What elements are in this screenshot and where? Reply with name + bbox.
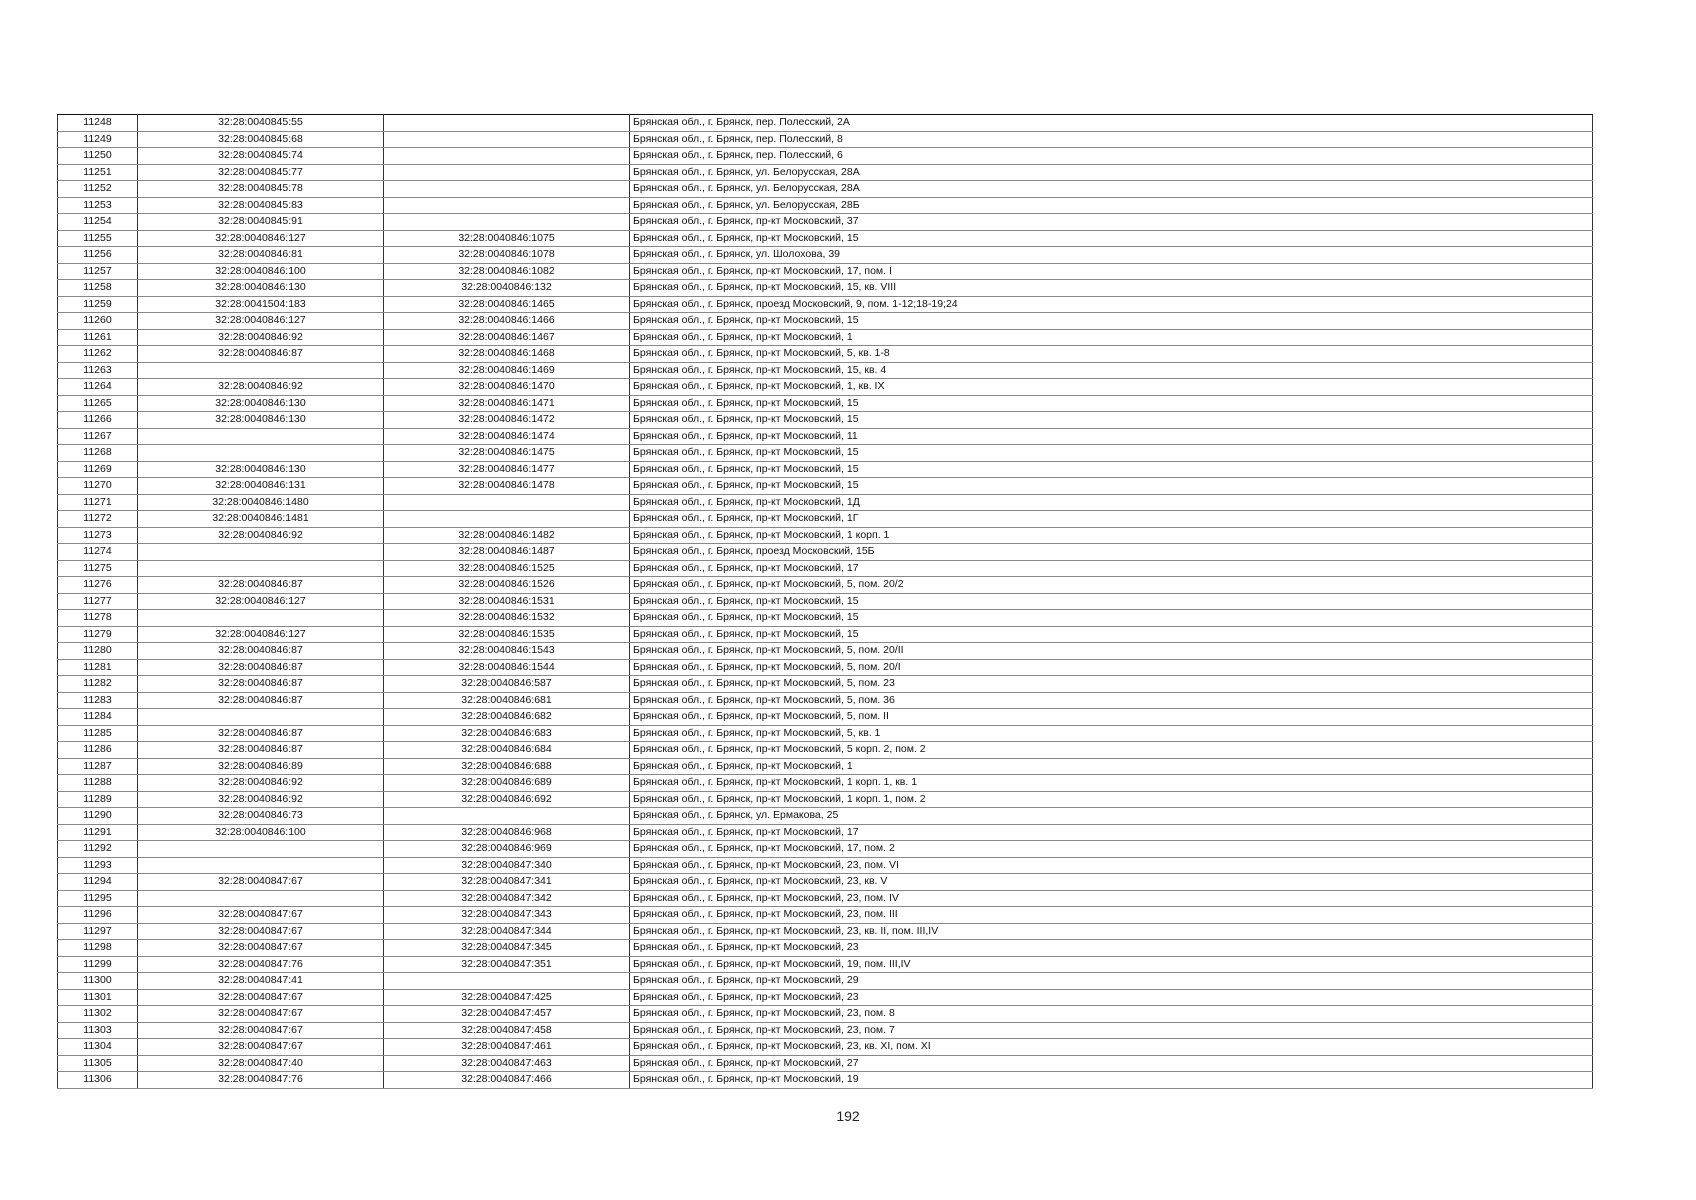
related-cadastral-number-cell: 32:28:0040846:1468 xyxy=(384,346,630,363)
related-cadastral-number-cell: 32:28:0040846:1078 xyxy=(384,247,630,264)
row-number-cell: 11289 xyxy=(58,791,138,808)
cadastral-number-cell: 32:28:0040845:78 xyxy=(138,181,384,198)
cadastral-number-cell: 32:28:0040847:67 xyxy=(138,940,384,957)
cadastral-number-cell: 32:28:0040847:67 xyxy=(138,1006,384,1023)
cadastral-number-cell xyxy=(138,890,384,907)
related-cadastral-number-cell: 32:28:0040846:689 xyxy=(384,775,630,792)
related-cadastral-number-cell: 32:28:0040846:1475 xyxy=(384,445,630,462)
address-cell: Брянская обл., г. Брянск, ул. Белорусская, 28Б xyxy=(630,197,1593,214)
row-number-cell: 11282 xyxy=(58,676,138,693)
cadastral-number-cell: 32:28:0040846:100 xyxy=(138,263,384,280)
table-row xyxy=(58,197,1593,214)
row-number-cell: 11277 xyxy=(58,593,138,610)
cadastral-number-cell: 32:28:0040845:55 xyxy=(138,115,384,132)
cadastral-number-cell: 32:28:0040847:40 xyxy=(138,1055,384,1072)
address-cell: Брянская обл., г. Брянск, пр-кт Московский, 15, кв. VIII xyxy=(630,280,1593,297)
cadastral-number-cell: 32:28:0040845:68 xyxy=(138,131,384,148)
related-cadastral-number-cell: 32:28:0040847:341 xyxy=(384,874,630,891)
row-number-cell: 11252 xyxy=(58,181,138,198)
cadastral-number-cell: 32:28:0040847:67 xyxy=(138,1039,384,1056)
address-cell: Брянская обл., г. Брянск, пр-кт Московский, 15 xyxy=(630,461,1593,478)
address-cell: Брянская обл., г. Брянск, пр-кт Московский, 19, пом. III,IV xyxy=(630,956,1593,973)
row-number-cell: 11280 xyxy=(58,643,138,660)
row-number-cell: 11295 xyxy=(58,890,138,907)
related-cadastral-number-cell: 32:28:0040846:1543 xyxy=(384,643,630,660)
row-number-cell: 11258 xyxy=(58,280,138,297)
address-cell: Брянская обл., г. Брянск, пр-кт Московский, 5, пом. 36 xyxy=(630,692,1593,709)
cadastral-number-cell: 32:28:0040847:67 xyxy=(138,874,384,891)
cadastral-number-cell: 32:28:0040846:87 xyxy=(138,577,384,594)
cadastral-number-cell: 32:28:0040847:67 xyxy=(138,923,384,940)
address-cell: Брянская обл., г. Брянск, пр-кт Московский, 5, пом. 20/I xyxy=(630,659,1593,676)
address-cell: Брянская обл., г. Брянск, ул. Ермакова, 25 xyxy=(630,808,1593,825)
cadastral-number-cell: 32:28:0040846:73 xyxy=(138,808,384,825)
table-row xyxy=(58,395,1593,412)
row-number-cell: 11263 xyxy=(58,362,138,379)
cadastral-number-cell: 32:28:0040846:130 xyxy=(138,412,384,429)
row-number-cell: 11270 xyxy=(58,478,138,495)
related-cadastral-number-cell: 32:28:0040846:587 xyxy=(384,676,630,693)
cadastral-number-cell: 32:28:0040846:87 xyxy=(138,643,384,660)
cadastral-number-cell: 32:28:0040846:87 xyxy=(138,676,384,693)
related-cadastral-number-cell: 32:28:0040846:1472 xyxy=(384,412,630,429)
row-number-cell: 11262 xyxy=(58,346,138,363)
address-cell: Брянская обл., г. Брянск, пр-кт Московский, 17, пом. 2 xyxy=(630,841,1593,858)
address-cell: Брянская обл., г. Брянск, пр-кт Московский, 1Г xyxy=(630,511,1593,528)
related-cadastral-number-cell xyxy=(384,808,630,825)
address-cell: Брянская обл., г. Брянск, пр-кт Московский, 17 xyxy=(630,560,1593,577)
related-cadastral-number-cell: 32:28:0040846:1535 xyxy=(384,626,630,643)
address-cell: Брянская обл., г. Брянск, пр-кт Московский, 1 xyxy=(630,758,1593,775)
table-row xyxy=(58,973,1593,990)
row-number-cell: 11297 xyxy=(58,923,138,940)
related-cadastral-number-cell: 32:28:0040846:688 xyxy=(384,758,630,775)
cadastral-number-cell: 32:28:0041504:183 xyxy=(138,296,384,313)
address-cell: Брянская обл., г. Брянск, пр-кт Московский, 15 xyxy=(630,313,1593,330)
row-number-cell: 11259 xyxy=(58,296,138,313)
table-row xyxy=(58,709,1593,726)
table-row xyxy=(58,824,1593,841)
table-row xyxy=(58,692,1593,709)
related-cadastral-number-cell: 32:28:0040847:340 xyxy=(384,857,630,874)
cadastral-number-cell: 32:28:0040845:91 xyxy=(138,214,384,231)
table-row xyxy=(58,527,1593,544)
table-row xyxy=(58,148,1593,165)
table-row xyxy=(58,181,1593,198)
table-row xyxy=(58,461,1593,478)
related-cadastral-number-cell: 32:28:0040846:1482 xyxy=(384,527,630,544)
cadastral-number-cell xyxy=(138,428,384,445)
table-row xyxy=(58,230,1593,247)
related-cadastral-number-cell: 32:28:0040847:458 xyxy=(384,1022,630,1039)
cadastral-number-cell: 32:28:0040846:127 xyxy=(138,313,384,330)
related-cadastral-number-cell xyxy=(384,131,630,148)
address-cell: Брянская обл., г. Брянск, пр-кт Московский, 37 xyxy=(630,214,1593,231)
table-row xyxy=(58,577,1593,594)
address-cell: Брянская обл., г. Брянск, пр-кт Московский, 19 xyxy=(630,1072,1593,1089)
table-row xyxy=(58,428,1593,445)
related-cadastral-number-cell: 32:28:0040847:461 xyxy=(384,1039,630,1056)
row-number-cell: 11256 xyxy=(58,247,138,264)
row-number-cell: 11273 xyxy=(58,527,138,544)
row-number-cell: 11275 xyxy=(58,560,138,577)
row-number-cell: 11287 xyxy=(58,758,138,775)
address-cell: Брянская обл., г. Брянск, пр-кт Московский, 23, кв. V xyxy=(630,874,1593,891)
related-cadastral-number-cell: 32:28:0040846:1469 xyxy=(384,362,630,379)
address-cell: Брянская обл., г. Брянск, пр-кт Московский, 23 xyxy=(630,989,1593,1006)
address-cell: Брянская обл., г. Брянск, проезд Московский, 9, пом. 1-12;18-19;24 xyxy=(630,296,1593,313)
related-cadastral-number-cell: 32:28:0040846:968 xyxy=(384,824,630,841)
related-cadastral-number-cell xyxy=(384,148,630,165)
related-cadastral-number-cell xyxy=(384,973,630,990)
related-cadastral-number-cell: 32:28:0040846:1474 xyxy=(384,428,630,445)
row-number-cell: 11298 xyxy=(58,940,138,957)
cadastral-number-cell: 32:28:0040846:127 xyxy=(138,230,384,247)
row-number-cell: 11265 xyxy=(58,395,138,412)
row-number-cell: 11266 xyxy=(58,412,138,429)
row-number-cell: 11294 xyxy=(58,874,138,891)
row-number-cell: 11264 xyxy=(58,379,138,396)
address-cell: Брянская обл., г. Брянск, пр-кт Московский, 15, кв. 4 xyxy=(630,362,1593,379)
table-row xyxy=(58,346,1593,363)
table-row xyxy=(58,313,1593,330)
table-row xyxy=(58,610,1593,627)
cadastral-number-cell: 32:28:0040846:89 xyxy=(138,758,384,775)
cadastral-number-cell: 32:28:0040846:87 xyxy=(138,742,384,759)
related-cadastral-number-cell: 32:28:0040847:343 xyxy=(384,907,630,924)
table-row xyxy=(58,841,1593,858)
table-row xyxy=(58,775,1593,792)
address-cell: Брянская обл., г. Брянск, пр-кт Московский, 27 xyxy=(630,1055,1593,1072)
row-number-cell: 11274 xyxy=(58,544,138,561)
table-row xyxy=(58,560,1593,577)
table-row xyxy=(58,544,1593,561)
address-cell: Брянская обл., г. Брянск, проезд Московский, 15Б xyxy=(630,544,1593,561)
related-cadastral-number-cell xyxy=(384,115,630,132)
related-cadastral-number-cell: 32:28:0040846:692 xyxy=(384,791,630,808)
address-cell: Брянская обл., г. Брянск, пр-кт Московский, 29 xyxy=(630,973,1593,990)
cadastral-number-cell: 32:28:0040846:92 xyxy=(138,775,384,792)
row-number-cell: 11251 xyxy=(58,164,138,181)
cadastral-number-cell: 32:28:0040846:92 xyxy=(138,379,384,396)
related-cadastral-number-cell: 32:28:0040846:1082 xyxy=(384,263,630,280)
table-row xyxy=(58,940,1593,957)
address-cell: Брянская обл., г. Брянск, пр-кт Московский, 5, кв. 1-8 xyxy=(630,346,1593,363)
cadastral-number-cell: 32:28:0040847:76 xyxy=(138,1072,384,1089)
cadastral-number-cell: 32:28:0040846:131 xyxy=(138,478,384,495)
related-cadastral-number-cell: 32:28:0040847:463 xyxy=(384,1055,630,1072)
address-cell: Брянская обл., г. Брянск, пр-кт Московский, 15 xyxy=(630,395,1593,412)
cadastral-number-cell xyxy=(138,445,384,462)
row-number-cell: 11283 xyxy=(58,692,138,709)
related-cadastral-number-cell: 32:28:0040846:1477 xyxy=(384,461,630,478)
row-number-cell: 11269 xyxy=(58,461,138,478)
row-number-cell: 11272 xyxy=(58,511,138,528)
related-cadastral-number-cell: 32:28:0040846:969 xyxy=(384,841,630,858)
address-cell: Брянская обл., г. Брянск, пр-кт Московский, 5, пом. 20/2 xyxy=(630,577,1593,594)
related-cadastral-number-cell: 32:28:0040847:342 xyxy=(384,890,630,907)
address-cell: Брянская обл., г. Брянск, пр-кт Московский, 17, пом. I xyxy=(630,263,1593,280)
address-cell: Брянская обл., г. Брянск, пр-кт Московский, 5, пом. 20/II xyxy=(630,643,1593,660)
cadastral-number-cell: 32:28:0040847:67 xyxy=(138,989,384,1006)
row-number-cell: 11281 xyxy=(58,659,138,676)
table-row xyxy=(58,280,1593,297)
related-cadastral-number-cell: 32:28:0040847:345 xyxy=(384,940,630,957)
table-row xyxy=(58,329,1593,346)
related-cadastral-number-cell: 32:28:0040846:1532 xyxy=(384,610,630,627)
address-cell: Брянская обл., г. Брянск, пр-кт Московский, 1 корп. 1, пом. 2 xyxy=(630,791,1593,808)
table-row xyxy=(58,1022,1593,1039)
row-number-cell: 11260 xyxy=(58,313,138,330)
table-row xyxy=(58,478,1593,495)
row-number-cell: 11293 xyxy=(58,857,138,874)
cadastral-number-cell: 32:28:0040847:67 xyxy=(138,907,384,924)
related-cadastral-number-cell: 32:28:0040847:425 xyxy=(384,989,630,1006)
cadastral-number-cell xyxy=(138,709,384,726)
row-number-cell: 11250 xyxy=(58,148,138,165)
cadastral-number-cell: 32:28:0040846:1481 xyxy=(138,511,384,528)
address-cell: Брянская обл., г. Брянск, пер. Полесский, 8 xyxy=(630,131,1593,148)
cadastral-number-cell xyxy=(138,610,384,627)
address-cell: Брянская обл., г. Брянск, пр-кт Московский, 23, кв. XI, пом. XI xyxy=(630,1039,1593,1056)
row-number-cell: 11257 xyxy=(58,263,138,280)
cadastral-number-cell: 32:28:0040845:77 xyxy=(138,164,384,181)
table-row xyxy=(58,247,1593,264)
related-cadastral-number-cell: 32:28:0040846:1525 xyxy=(384,560,630,577)
row-number-cell: 11304 xyxy=(58,1039,138,1056)
row-number-cell: 11306 xyxy=(58,1072,138,1089)
related-cadastral-number-cell: 32:28:0040846:132 xyxy=(384,280,630,297)
address-cell: Брянская обл., г. Брянск, пр-кт Московский, 15 xyxy=(630,610,1593,627)
address-cell: Брянская обл., г. Брянск, пер. Полесский, 6 xyxy=(630,148,1593,165)
table-row xyxy=(58,659,1593,676)
address-cell: Брянская обл., г. Брянск, пр-кт Московский, 23, кв. II, пом. III,IV xyxy=(630,923,1593,940)
cadastral-number-cell: 32:28:0040845:83 xyxy=(138,197,384,214)
table-row xyxy=(58,907,1593,924)
row-number-cell: 11299 xyxy=(58,956,138,973)
cadastral-number-cell: 32:28:0040846:87 xyxy=(138,725,384,742)
related-cadastral-number-cell: 32:28:0040846:1467 xyxy=(384,329,630,346)
address-cell: Брянская обл., г. Брянск, пр-кт Московский, 5, пом. 23 xyxy=(630,676,1593,693)
address-cell: Брянская обл., г. Брянск, ул. Шолохова, 39 xyxy=(630,247,1593,264)
table-row xyxy=(58,362,1593,379)
related-cadastral-number-cell: 32:28:0040846:1487 xyxy=(384,544,630,561)
row-number-cell: 11300 xyxy=(58,973,138,990)
address-cell: Брянская обл., г. Брянск, пр-кт Московский, 15 xyxy=(630,412,1593,429)
cadastral-number-cell xyxy=(138,362,384,379)
cadastral-number-cell: 32:28:0040846:92 xyxy=(138,329,384,346)
row-number-cell: 11276 xyxy=(58,577,138,594)
cadastral-number-cell: 32:28:0040846:81 xyxy=(138,247,384,264)
address-cell: Брянская обл., г. Брянск, пр-кт Московский, 15 xyxy=(630,445,1593,462)
registry-table-body xyxy=(58,115,1593,1089)
related-cadastral-number-cell xyxy=(384,181,630,198)
page-number: 192 xyxy=(836,1108,860,1124)
table-row xyxy=(58,791,1593,808)
row-number-cell: 11302 xyxy=(58,1006,138,1023)
related-cadastral-number-cell: 32:28:0040847:344 xyxy=(384,923,630,940)
table-row xyxy=(58,214,1593,231)
row-number-cell: 11254 xyxy=(58,214,138,231)
related-cadastral-number-cell: 32:28:0040847:457 xyxy=(384,1006,630,1023)
related-cadastral-number-cell xyxy=(384,164,630,181)
address-cell: Брянская обл., г. Брянск, пр-кт Московский, 15 xyxy=(630,626,1593,643)
address-cell: Брянская обл., г. Брянск, пр-кт Московский, 23, пом. IV xyxy=(630,890,1593,907)
address-cell: Брянская обл., г. Брянск, пр-кт Московский, 5, пом. II xyxy=(630,709,1593,726)
address-cell: Брянская обл., г. Брянск, пр-кт Московский, 23, пом. 8 xyxy=(630,1006,1593,1023)
table-row xyxy=(58,643,1593,660)
table-row xyxy=(58,956,1593,973)
address-cell: Брянская обл., г. Брянск, пр-кт Московский, 1 корп. 1 xyxy=(630,527,1593,544)
address-cell: Брянская обл., г. Брянск, пр-кт Московский, 1, кв. IX xyxy=(630,379,1593,396)
related-cadastral-number-cell: 32:28:0040847:351 xyxy=(384,956,630,973)
table-row xyxy=(58,758,1593,775)
table-row xyxy=(58,626,1593,643)
row-number-cell: 11292 xyxy=(58,841,138,858)
related-cadastral-number-cell xyxy=(384,214,630,231)
row-number-cell: 11305 xyxy=(58,1055,138,1072)
table-row xyxy=(58,1072,1593,1089)
table-row xyxy=(58,511,1593,528)
related-cadastral-number-cell: 32:28:0040846:1470 xyxy=(384,379,630,396)
cadastral-number-cell: 32:28:0040846:87 xyxy=(138,346,384,363)
cadastral-number-cell: 32:28:0040847:67 xyxy=(138,1022,384,1039)
cadastral-number-cell: 32:28:0040846:1480 xyxy=(138,494,384,511)
table-row xyxy=(58,379,1593,396)
address-cell: Брянская обл., г. Брянск, ул. Белорусская, 28А xyxy=(630,164,1593,181)
row-number-cell: 11301 xyxy=(58,989,138,1006)
table-row xyxy=(58,1039,1593,1056)
row-number-cell: 11279 xyxy=(58,626,138,643)
row-number-cell: 11290 xyxy=(58,808,138,825)
related-cadastral-number-cell xyxy=(384,511,630,528)
table-row xyxy=(58,989,1593,1006)
cadastral-number-cell: 32:28:0040846:130 xyxy=(138,461,384,478)
related-cadastral-number-cell: 32:28:0040846:1531 xyxy=(384,593,630,610)
address-cell: Брянская обл., г. Брянск, пр-кт Московский, 23 xyxy=(630,940,1593,957)
address-cell: Брянская обл., г. Брянск, пер. Полесский, 2А xyxy=(630,115,1593,132)
row-number-cell: 11291 xyxy=(58,824,138,841)
cadastral-number-cell: 32:28:0040846:92 xyxy=(138,791,384,808)
row-number-cell: 11288 xyxy=(58,775,138,792)
table-row xyxy=(58,808,1593,825)
cadastral-number-cell: 32:28:0040846:100 xyxy=(138,824,384,841)
related-cadastral-number-cell: 32:28:0040846:681 xyxy=(384,692,630,709)
table-row xyxy=(58,296,1593,313)
row-number-cell: 11303 xyxy=(58,1022,138,1039)
table-row xyxy=(58,857,1593,874)
table-row xyxy=(58,1006,1593,1023)
cadastral-number-cell: 32:28:0040846:127 xyxy=(138,593,384,610)
related-cadastral-number-cell: 32:28:0040846:684 xyxy=(384,742,630,759)
address-cell: Брянская обл., г. Брянск, пр-кт Московский, 11 xyxy=(630,428,1593,445)
table-row xyxy=(58,593,1593,610)
row-number-cell: 11248 xyxy=(58,115,138,132)
cadastral-number-cell: 32:28:0040846:87 xyxy=(138,692,384,709)
address-cell: Брянская обл., г. Брянск, пр-кт Московский, 23, пом. 7 xyxy=(630,1022,1593,1039)
cadastral-number-cell: 32:28:0040845:74 xyxy=(138,148,384,165)
row-number-cell: 11249 xyxy=(58,131,138,148)
table-row xyxy=(58,131,1593,148)
table-row xyxy=(58,263,1593,280)
address-cell: Брянская обл., г. Брянск, пр-кт Московский, 5, кв. 1 xyxy=(630,725,1593,742)
related-cadastral-number-cell: 32:28:0040846:683 xyxy=(384,725,630,742)
related-cadastral-number-cell: 32:28:0040846:1526 xyxy=(384,577,630,594)
address-cell: Брянская обл., г. Брянск, пр-кт Московский, 1 xyxy=(630,329,1593,346)
table-row xyxy=(58,164,1593,181)
cadastral-number-cell: 32:28:0040846:92 xyxy=(138,527,384,544)
row-number-cell: 11284 xyxy=(58,709,138,726)
address-cell: Брянская обл., г. Брянск, пр-кт Московский, 5 корп. 2, пом. 2 xyxy=(630,742,1593,759)
address-cell: Брянская обл., г. Брянск, пр-кт Московский, 23, пом. VI xyxy=(630,857,1593,874)
table-row xyxy=(58,494,1593,511)
row-number-cell: 11253 xyxy=(58,197,138,214)
related-cadastral-number-cell: 32:28:0040846:1465 xyxy=(384,296,630,313)
related-cadastral-number-cell xyxy=(384,197,630,214)
table-row xyxy=(58,742,1593,759)
related-cadastral-number-cell: 32:28:0040846:1471 xyxy=(384,395,630,412)
related-cadastral-number-cell: 32:28:0040846:1544 xyxy=(384,659,630,676)
cadastral-number-cell: 32:28:0040846:87 xyxy=(138,659,384,676)
cadastral-number-cell: 32:28:0040846:127 xyxy=(138,626,384,643)
address-cell: Брянская обл., г. Брянск, пр-кт Московский, 23, пом. III xyxy=(630,907,1593,924)
cadastral-number-cell: 32:28:0040846:130 xyxy=(138,280,384,297)
table-row xyxy=(58,1055,1593,1072)
row-number-cell: 11255 xyxy=(58,230,138,247)
cadastral-number-cell xyxy=(138,841,384,858)
related-cadastral-number-cell: 32:28:0040846:1466 xyxy=(384,313,630,330)
table-row xyxy=(58,676,1593,693)
address-cell: Брянская обл., г. Брянск, ул. Белорусская, 28А xyxy=(630,181,1593,198)
row-number-cell: 11271 xyxy=(58,494,138,511)
related-cadastral-number-cell xyxy=(384,494,630,511)
cadastral-number-cell: 32:28:0040846:130 xyxy=(138,395,384,412)
row-number-cell: 11278 xyxy=(58,610,138,627)
table-row xyxy=(58,445,1593,462)
cadastral-number-cell xyxy=(138,560,384,577)
address-cell: Брянская обл., г. Брянск, пр-кт Московский, 1 корп. 1, кв. 1 xyxy=(630,775,1593,792)
table-row xyxy=(58,725,1593,742)
cadastral-number-cell xyxy=(138,544,384,561)
table-row xyxy=(58,874,1593,891)
table-row xyxy=(58,115,1593,132)
row-number-cell: 11268 xyxy=(58,445,138,462)
cadastral-number-cell: 32:28:0040847:76 xyxy=(138,956,384,973)
address-cell: Брянская обл., г. Брянск, пр-кт Московский, 15 xyxy=(630,230,1593,247)
row-number-cell: 11286 xyxy=(58,742,138,759)
cadastral-number-cell: 32:28:0040847:41 xyxy=(138,973,384,990)
related-cadastral-number-cell: 32:28:0040847:466 xyxy=(384,1072,630,1089)
row-number-cell: 11261 xyxy=(58,329,138,346)
row-number-cell: 11267 xyxy=(58,428,138,445)
address-cell: Брянская обл., г. Брянск, пр-кт Московский, 17 xyxy=(630,824,1593,841)
address-cell: Брянская обл., г. Брянск, пр-кт Московский, 1Д xyxy=(630,494,1593,511)
address-cell: Брянская обл., г. Брянск, пр-кт Московский, 15 xyxy=(630,593,1593,610)
table-row xyxy=(58,923,1593,940)
registry-table xyxy=(57,114,1593,1089)
row-number-cell: 11285 xyxy=(58,725,138,742)
row-number-cell: 11296 xyxy=(58,907,138,924)
related-cadastral-number-cell: 32:28:0040846:1075 xyxy=(384,230,630,247)
cadastral-number-cell xyxy=(138,857,384,874)
related-cadastral-number-cell: 32:28:0040846:682 xyxy=(384,709,630,726)
address-cell: Брянская обл., г. Брянск, пр-кт Московский, 15 xyxy=(630,478,1593,495)
related-cadastral-number-cell: 32:28:0040846:1478 xyxy=(384,478,630,495)
table-row xyxy=(58,890,1593,907)
table-row xyxy=(58,412,1593,429)
